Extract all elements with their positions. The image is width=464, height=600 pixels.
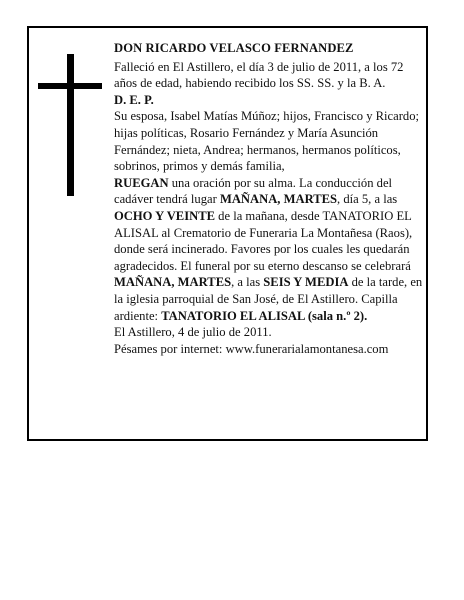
ocho-y-veinte: OCHO Y VEINTE: [114, 208, 216, 223]
time-text: , a las: [231, 275, 264, 290]
family-list: Su esposa, Isabel Matías Múñoz; hijos, Francisco y Ricardo; hijas políticas, Rosario Fernández y María Asunción Fernández; nieta, Andrea; hermanos, hermanos políticos, sobrinos, primos y demás familia,: [114, 109, 419, 174]
dep-heading: D. E. P.: [114, 92, 154, 107]
deceased-name: DON RICARDO VELASCO FERNANDEZ: [114, 41, 354, 55]
cross-vertical-bar: [67, 54, 74, 196]
manana-martes-second: MAÑANA, MARTES: [114, 275, 232, 290]
day-text: , día 5, a las: [337, 192, 398, 207]
cross-icon: [38, 54, 102, 196]
church-text: de la tarde, en la iglesia parroquial de San José, de El Astillero. Capilla ardiente:: [114, 275, 423, 323]
transfer-text: de la mañana, desde TANATORIO EL ALISAL al Crematorio de Funeraria La Montañesa (Raos), donde será incinerado. Favores por los cuales les quedarán agradecidos. El funeral por su eterno descanso se celebrará: [114, 208, 413, 273]
place-date: El Astillero, 4 de julio de 2011.: [114, 325, 272, 340]
obituary-text: [114, 40, 425, 357]
manana-martes-first: MAÑANA, MARTES: [219, 192, 338, 207]
death-details: Falleció en El Astillero, el día 3 de julio de 2011, a los 72 años de edad, habiendo recibido los SS. SS. y la B. A.: [114, 59, 404, 91]
ruegan-text: una oración por su alma. La conducción del cadáver tendrá lugar: [114, 175, 393, 207]
condolences-web: Pésames por internet: www.funerarialamontanesa.com: [114, 341, 389, 356]
ruegan-word: RUEGAN: [114, 175, 169, 190]
tanatorio-sala: TANATORIO EL ALISAL (sala n.º 2).: [161, 308, 368, 323]
seis-y-media: SEIS Y MEDIA: [263, 275, 349, 290]
cross-horizontal-bar: [38, 83, 102, 89]
ceremony-details: [114, 175, 425, 324]
